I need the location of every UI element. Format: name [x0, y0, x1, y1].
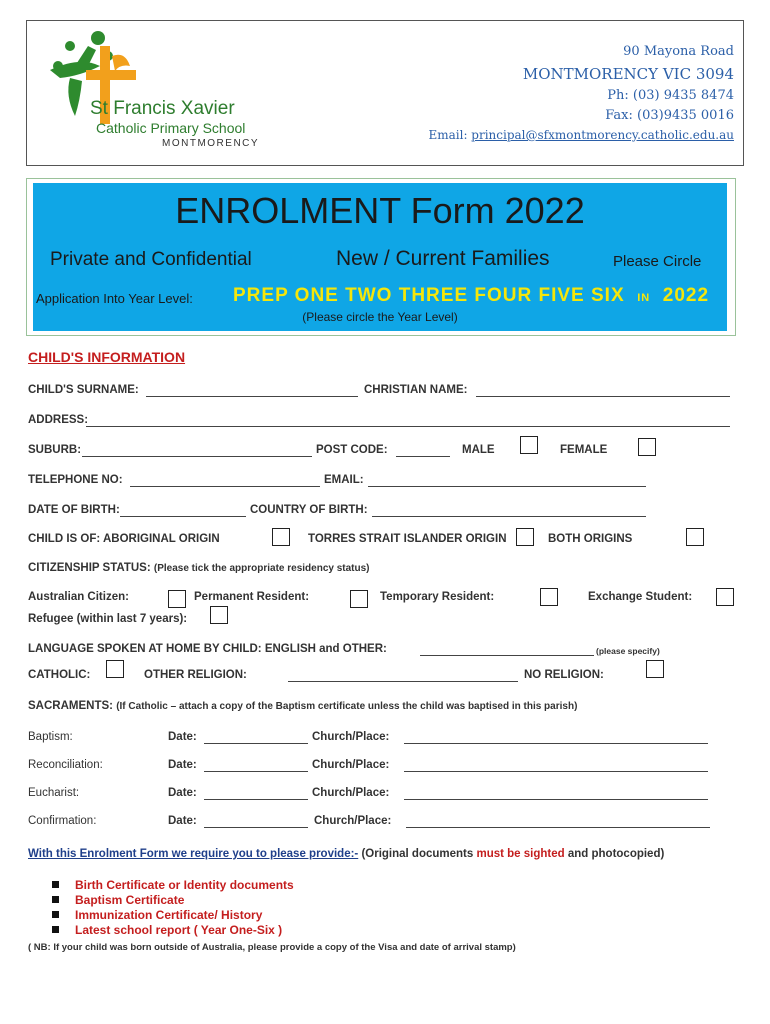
sacraments-label: [28, 700, 577, 712]
confirmation-date-field[interactable]: [204, 827, 308, 828]
sacrament-name: Baptism:: [28, 731, 73, 743]
female-checkbox[interactable]: [638, 438, 656, 456]
australian-checkbox[interactable]: [168, 590, 186, 608]
both-checkbox[interactable]: [686, 528, 704, 546]
sacrament-name: Eucharist:: [28, 787, 80, 799]
suburb-label: SUBURB:: [28, 444, 82, 456]
surname-label: CHILD'S SURNAME:: [28, 384, 139, 396]
nb-note: ( NB: If your child was born outside of Australia, please provide a copy of the Visa and date of arrival stamp): [28, 942, 516, 953]
eucharist-church-field[interactable]: [404, 799, 708, 800]
fax: Fax: (03)9435 0016: [605, 108, 734, 123]
catholic-label: CATHOLIC:: [28, 669, 91, 681]
exchange-label: Exchange Student:: [588, 591, 693, 603]
dob-label: DATE OF BIRTH:: [28, 504, 120, 516]
photocopied-text: and photocopied): [564, 848, 665, 860]
circle-note: (Please circle the Year Level): [302, 310, 458, 324]
sacrament-name: Confirmation:: [28, 815, 97, 827]
reconciliation-church-field[interactable]: [404, 771, 708, 772]
list-item: [52, 922, 294, 937]
other-religion-field[interactable]: [288, 681, 518, 682]
form-title: ENROLMENT Form 2022: [175, 190, 585, 231]
telephone-label: TELEPHONE NO:: [28, 474, 123, 486]
catholic-checkbox[interactable]: [106, 660, 124, 678]
school-subtitle: Catholic Primary School: [96, 120, 246, 136]
address-line1: 90 Mayona Road: [623, 44, 734, 59]
male-checkbox[interactable]: [520, 436, 538, 454]
permanent-label: Permanent Resident:: [194, 591, 310, 603]
phone: Ph: (03) 9435 8474: [607, 88, 734, 103]
country-field[interactable]: [372, 516, 646, 517]
list-item-label: Latest school report ( Year One-Six ): [75, 922, 283, 937]
exchange-checkbox[interactable]: [716, 588, 734, 606]
citizenship-label: [28, 562, 370, 574]
sacrament-date-label: Date:: [168, 815, 197, 827]
sacrament-church-label: Church/Place:: [312, 787, 390, 799]
torres-checkbox[interactable]: [516, 528, 534, 546]
confirmation-church-field[interactable]: [406, 827, 710, 828]
address-line2: MONTMORENCY VIC 3094: [522, 65, 734, 83]
australian-label: Australian Citizen:: [28, 591, 129, 603]
aboriginal-checkbox[interactable]: [272, 528, 290, 546]
christian-name-field[interactable]: [476, 396, 730, 397]
sacrament-church-label: Church/Place:: [312, 759, 390, 771]
sacraments-title: SACRAMENTS:: [28, 700, 113, 712]
list-item: [52, 892, 294, 907]
bullet-icon: [52, 926, 59, 933]
list-item-label: Birth Certificate or Identity documents: [75, 877, 294, 892]
refugee-checkbox[interactable]: [210, 606, 228, 624]
male-label: MALE: [462, 444, 495, 456]
temporary-checkbox[interactable]: [540, 588, 558, 606]
year-levels[interactable]: [233, 285, 709, 307]
reconciliation-date-field[interactable]: [204, 771, 308, 772]
baptism-date-field[interactable]: [204, 743, 308, 744]
in-label: IN: [637, 292, 651, 304]
email-label-field: EMAIL:: [324, 474, 364, 486]
sacrament-church-label: Church/Place:: [312, 731, 390, 743]
citizenship-note: (Please tick the appropriate residency status): [153, 563, 370, 574]
suburb-field[interactable]: [82, 456, 312, 457]
baptism-church-field[interactable]: [404, 743, 708, 744]
email-label: Email:: [428, 128, 472, 142]
private-confidential: Private and Confidential: [50, 249, 252, 270]
address-field[interactable]: [86, 426, 730, 427]
sacrament-name: Reconciliation:: [28, 759, 103, 771]
permanent-checkbox[interactable]: [350, 590, 368, 608]
other-religion-label: OTHER RELIGION:: [144, 669, 247, 681]
refugee-label: Refugee (within last 7 years):: [28, 613, 188, 625]
requirements-intro: [28, 848, 664, 860]
please-specify: (please specify): [596, 646, 660, 656]
application-label: Application Into Year Level:: [36, 291, 193, 306]
families-option[interactable]: New / Current Families: [336, 247, 550, 270]
no-religion-label: NO RELIGION:: [524, 669, 604, 681]
surname-field[interactable]: [146, 396, 358, 397]
email-link[interactable]: principal@sfxmontmorency.catholic.edu.au: [471, 128, 734, 142]
sacrament-date-label: Date:: [168, 787, 197, 799]
citizenship-title: CITIZENSHIP STATUS:: [28, 562, 151, 574]
sacrament-date-label: Date:: [168, 759, 197, 771]
country-label: COUNTRY OF BIRTH:: [250, 504, 368, 516]
eucharist-date-field[interactable]: [204, 799, 308, 800]
origin-label: CHILD IS OF: ABORIGINAL ORIGIN: [28, 533, 220, 545]
email-field[interactable]: [368, 486, 646, 487]
telephone-field[interactable]: [130, 486, 320, 487]
school-town: MONTMORENCY: [162, 138, 260, 149]
list-item: [52, 907, 294, 922]
dob-field[interactable]: [120, 516, 246, 517]
list-item-label: Baptism Certificate: [75, 892, 185, 907]
language-label: LANGUAGE SPOKEN AT HOME BY CHILD: ENGLISH and OTHER:: [28, 643, 387, 655]
bullet-icon: [52, 896, 59, 903]
postcode-field[interactable]: [396, 456, 450, 457]
language-field[interactable]: [420, 655, 594, 656]
sacrament-date-label: Date:: [168, 731, 197, 743]
address-label: ADDRESS:: [28, 414, 89, 426]
christian-name-label: CHRISTIAN NAME:: [364, 384, 468, 396]
bullet-icon: [52, 911, 59, 918]
school-name: St Francis Xavier: [90, 98, 235, 119]
school-logo-icon: [30, 26, 280, 156]
requirements-list: [52, 877, 294, 937]
bullet-icon: [52, 881, 59, 888]
requirements-heading: With this Enrolment Form we require you to please provide:-: [28, 848, 359, 860]
sighted-text: must be sighted: [476, 848, 565, 860]
temporary-label: Temporary Resident:: [380, 591, 495, 603]
original-text: (Original documents: [358, 848, 477, 860]
postcode-label: POST CODE:: [316, 444, 388, 456]
torres-label: TORRES STRAIT ISLANDER ORIGIN: [308, 533, 507, 545]
list-item-label: Immunization Certificate/ History: [75, 907, 263, 922]
year-value: 2022: [662, 285, 710, 306]
sacraments-note: (If Catholic – attach a copy of the Baptism certificate unless the child was baptised in this parish): [116, 701, 578, 712]
email-line: [428, 128, 734, 142]
list-item: [52, 877, 294, 892]
section-title: CHILD'S INFORMATION: [28, 349, 186, 365]
please-circle: Please Circle: [613, 253, 702, 270]
year-level-options[interactable]: PREP ONE TWO THREE FOUR FIVE SIX: [233, 285, 625, 306]
both-label: BOTH ORIGINS: [548, 533, 633, 545]
female-label: FEMALE: [560, 444, 608, 456]
no-religion-checkbox[interactable]: [646, 660, 664, 678]
sacrament-church-label: Church/Place:: [314, 815, 392, 827]
